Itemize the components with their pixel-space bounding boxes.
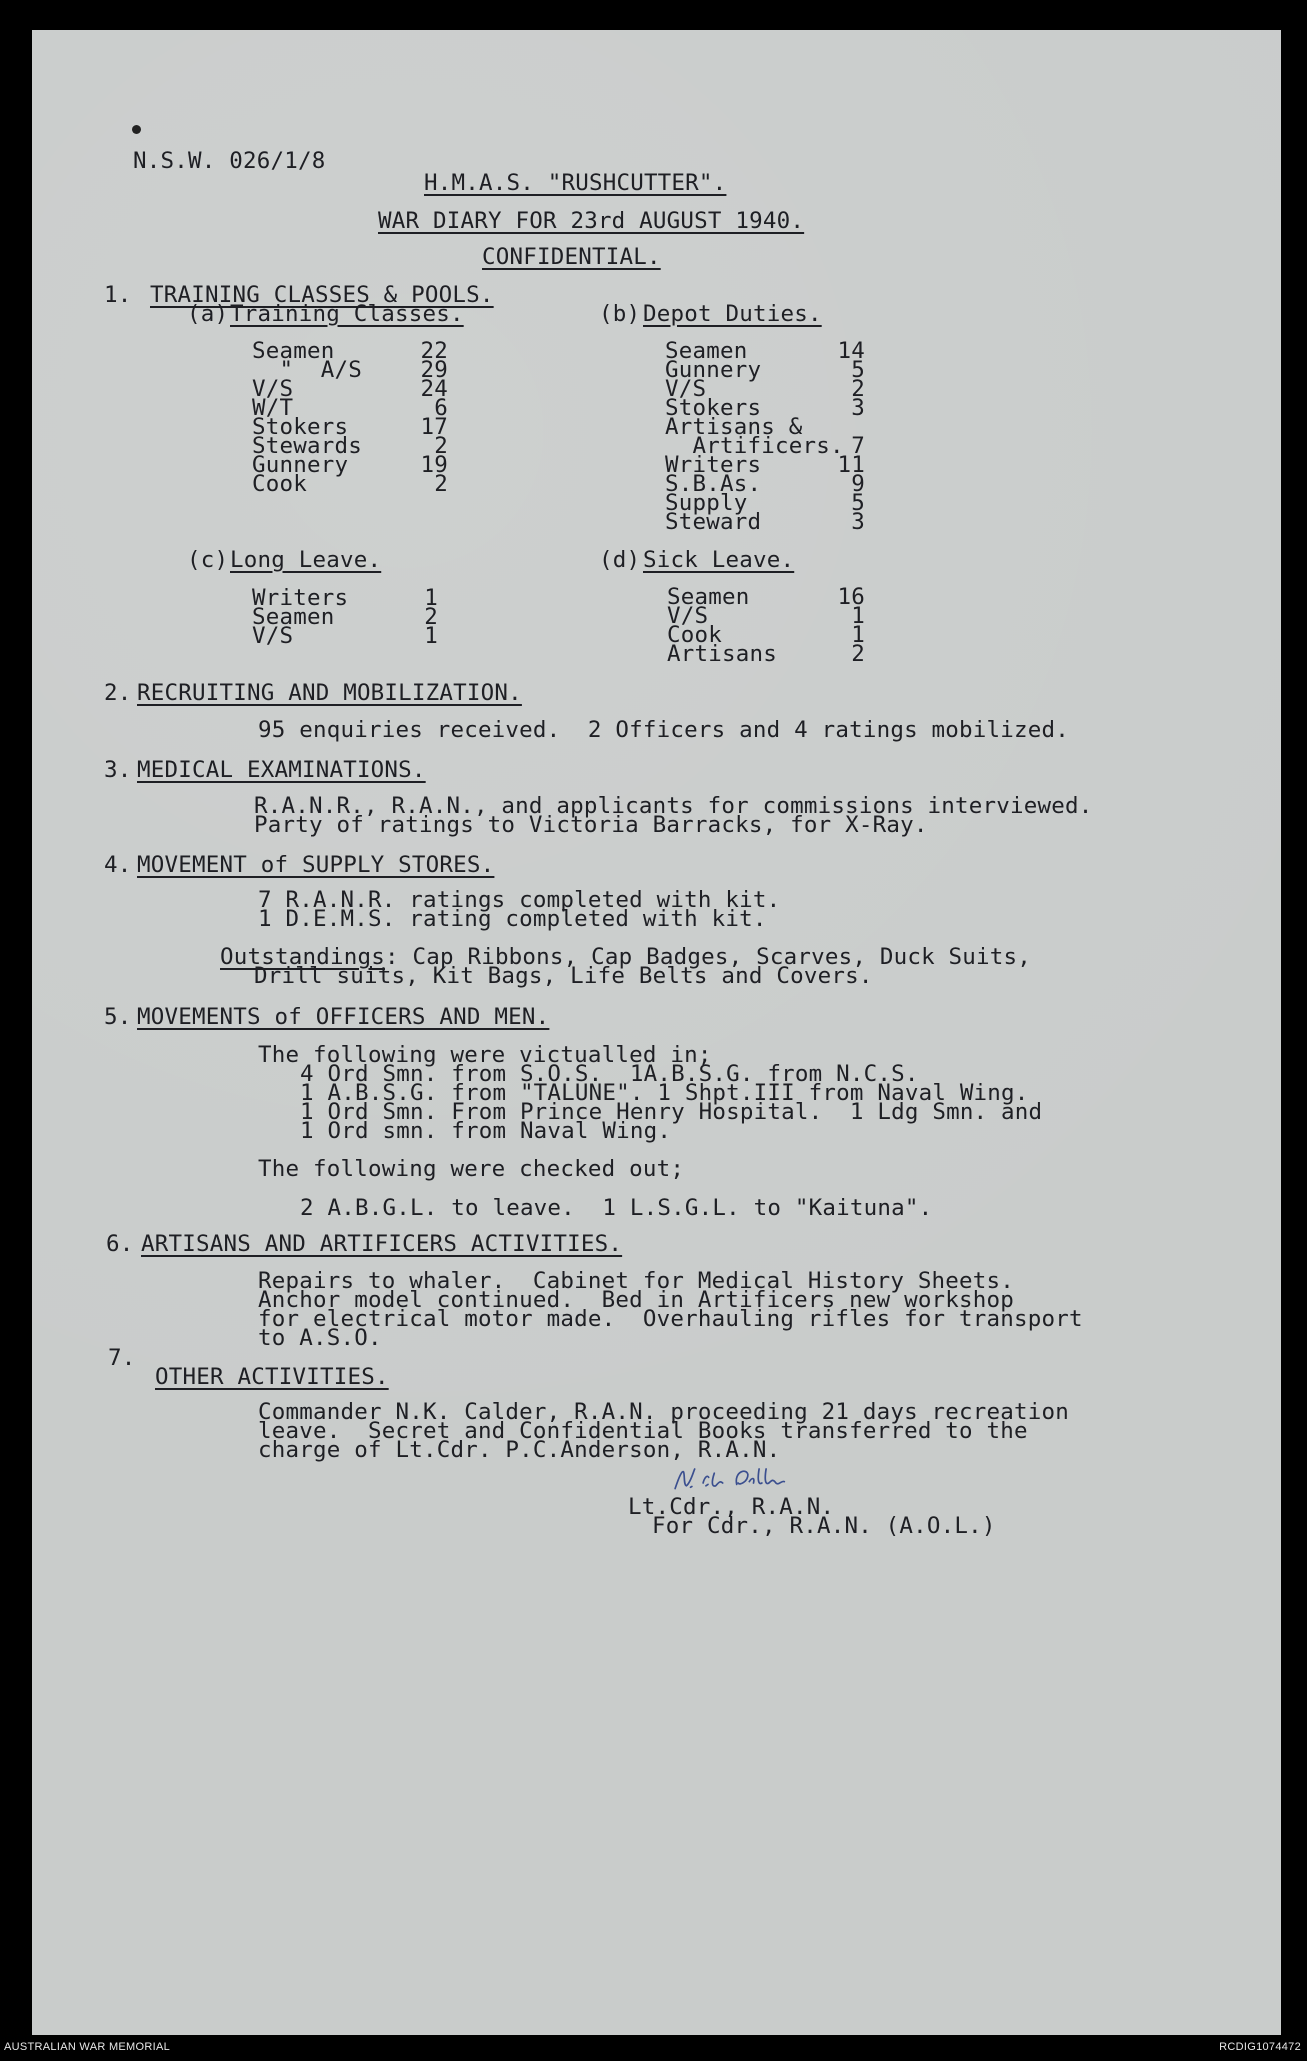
list-item-value: 5: [851, 357, 865, 383]
diary-title: WAR DIARY FOR 23rd AUGUST 1940.: [378, 208, 805, 234]
outstandings-label: Outstandings: [220, 944, 385, 970]
list-item-name: Steward: [665, 509, 762, 535]
section-7-number: 7.: [108, 1345, 136, 1371]
section-4-title: MOVEMENT of SUPPLY STORES.: [137, 852, 495, 878]
section-3-text: Party of ratings to Victoria Barracks, for X-Ray.: [254, 812, 928, 838]
list-item-value: 11: [837, 452, 865, 478]
list-item-value: 2: [424, 604, 438, 630]
list-item-value: 2: [434, 433, 448, 459]
list-item-value: 29: [420, 357, 448, 383]
subsection-d-title: Sick Leave.: [643, 547, 795, 573]
section-6-title: ARTISANS AND ARTIFICERS ACTIVITIES.: [141, 1231, 623, 1257]
section-3-text: R.A.N.R., R.A.N., and applicants for commissions interviewed.: [254, 793, 1093, 819]
list-item-value: 1: [851, 622, 865, 648]
list-item-name: W/T: [252, 395, 294, 421]
list-item-name: Seamen: [665, 338, 748, 364]
list-item-value: 2: [434, 471, 448, 497]
section-6-text: Anchor model continued. Bed in Artificers new workshop: [258, 1287, 1015, 1313]
list-item-name: Writers: [665, 452, 762, 478]
section-5-text: 1 Ord Smn. From Prince Henry Hospital. 1 Ldg Smn. and: [300, 1099, 1043, 1125]
list-item-name: Gunnery: [252, 452, 349, 478]
subsection-b-label: (b): [599, 301, 641, 327]
subsection-b-title: Depot Duties.: [643, 301, 822, 327]
list-item-name: Seamen: [252, 604, 335, 630]
section-1-number: 1.: [104, 282, 132, 308]
section-5-title: MOVEMENTS of OFFICERS AND MEN.: [137, 1004, 550, 1030]
section-5-number: 5.: [104, 1004, 132, 1030]
section-7-title: OTHER ACTIVITIES.: [155, 1364, 389, 1390]
list-item-value: 2: [851, 641, 865, 667]
signature-rank: Lt.Cdr., R.A.N.: [628, 1494, 835, 1520]
list-item-value: 1: [851, 603, 865, 629]
list-item-value: 5: [851, 490, 865, 516]
section-2-text: 95 enquiries received. 2 Officers and 4 ratings mobilized.: [258, 717, 1070, 743]
section-6-text: to A.S.O.: [258, 1325, 382, 1351]
outstandings-line-2: Drill suits, Kit Bags, Life Belts and Covers.: [254, 963, 873, 989]
signature-for: For Cdr., R.A.N. (A.O.L.): [652, 1513, 996, 1539]
section-6-text: for electrical motor made. Overhauling rifles for transport: [258, 1306, 1083, 1332]
section-2-title: RECRUITING AND MOBILIZATION.: [137, 680, 522, 706]
list-item-name: V/S: [252, 376, 294, 402]
section-6-number: 6.: [106, 1231, 134, 1257]
list-item-name: V/S: [665, 376, 707, 402]
list-item-name: Seamen: [252, 338, 335, 364]
section-5-out-text: 2 A.B.G.L. to leave. 1 L.S.G.L. to "Kaituna".: [300, 1195, 933, 1221]
list-item-name: Gunnery: [665, 357, 762, 383]
list-item-name: V/S: [667, 603, 709, 629]
list-item-value: 2: [851, 376, 865, 402]
section-5-text: 4 Ord Smn. from S.O.S. 1A.B.S.G. from N.C.S.: [300, 1061, 919, 1087]
list-item-value: 9: [851, 471, 865, 497]
subsection-c-label: (c): [187, 547, 229, 573]
subsection-a-label: (a): [187, 301, 229, 327]
section-6-text: Repairs to whaler. Cabinet for Medical History Sheets.: [258, 1268, 1015, 1294]
section-5-intro: The following were victualled in;: [258, 1042, 712, 1068]
section-4-number: 4.: [104, 852, 132, 878]
section-1-title: TRAINING CLASSES & POOLS.: [150, 282, 494, 308]
ship-title: H.M.A.S. "RUSHCUTTER".: [424, 170, 727, 196]
footer-left: AUSTRALIAN WAR MEMORIAL: [4, 2041, 171, 2053]
classification: CONFIDENTIAL.: [482, 244, 661, 270]
document-page: [32, 30, 1281, 2035]
list-item-name: Writers: [252, 585, 349, 611]
reference-number: N.S.W. 026/1/8: [133, 148, 326, 174]
section-5-text: 1 Ord smn. from Naval Wing.: [300, 1118, 672, 1144]
list-item-name: Artisans &: [665, 414, 803, 440]
list-item-value: 3: [851, 395, 865, 421]
list-item-name: " A/S: [252, 357, 362, 383]
list-item-name: Seamen: [667, 584, 750, 610]
list-item-value: 1: [424, 623, 438, 649]
list-item-name: S.B.As.: [665, 471, 762, 497]
section-3-number: 3.: [104, 757, 132, 783]
section-3-title: MEDICAL EXAMINATIONS.: [137, 757, 426, 783]
list-item-name: Stokers: [665, 395, 762, 421]
section-7-text: charge of Lt.Cdr. P.C.Anderson, R.A.N.: [258, 1437, 781, 1463]
subsection-d-label: (d): [599, 547, 641, 573]
list-item-name: Stewards: [252, 433, 362, 459]
section-5-text: 1 A.B.S.G. from "TALUNE". 1 Shpt.III from Naval Wing.: [300, 1080, 1029, 1106]
list-item-value: 19: [420, 452, 448, 478]
list-item-value: 22: [420, 338, 448, 364]
section-7-text: Commander N.K. Calder, R.A.N. proceeding 21 days recreation: [258, 1399, 1070, 1425]
list-item-value: 7: [851, 433, 865, 459]
subsection-a-title: Training Classes.: [230, 301, 464, 327]
list-item-value: 1: [424, 585, 438, 611]
list-item-name: Artificers.: [665, 433, 844, 459]
section-5-out-intro: The following were checked out;: [258, 1156, 685, 1182]
list-item-name: Cook: [667, 622, 722, 648]
subsection-c-title: Long Leave.: [230, 547, 382, 573]
section-7-text: leave. Secret and Confidential Books transferred to the: [258, 1418, 1028, 1444]
section-4-text: 1 D.E.M.S. rating completed with kit.: [258, 906, 767, 932]
list-item-name: Supply: [665, 490, 748, 516]
list-item-name: V/S: [252, 623, 294, 649]
list-item-value: 6: [434, 395, 448, 421]
section-2-number: 2.: [104, 680, 132, 706]
list-item-value: 24: [420, 376, 448, 402]
hole-punch-mark: [132, 125, 141, 134]
list-item-value: 16: [837, 584, 865, 610]
list-item-name: Cook: [252, 471, 307, 497]
outstandings-items: : Cap Ribbons, Cap Badges, Scarves, Duck Suits,: [384, 944, 1032, 970]
list-item-value: 3: [851, 509, 865, 535]
section-4-text: 7 R.A.N.R. ratings completed with kit.: [258, 887, 781, 913]
footer-right: RCDIG1074472: [1219, 2041, 1301, 2053]
list-item-value: 17: [420, 414, 448, 440]
list-item-name: Stokers: [252, 414, 349, 440]
list-item-value: 14: [837, 338, 865, 364]
list-item-name: Artisans: [667, 641, 777, 667]
